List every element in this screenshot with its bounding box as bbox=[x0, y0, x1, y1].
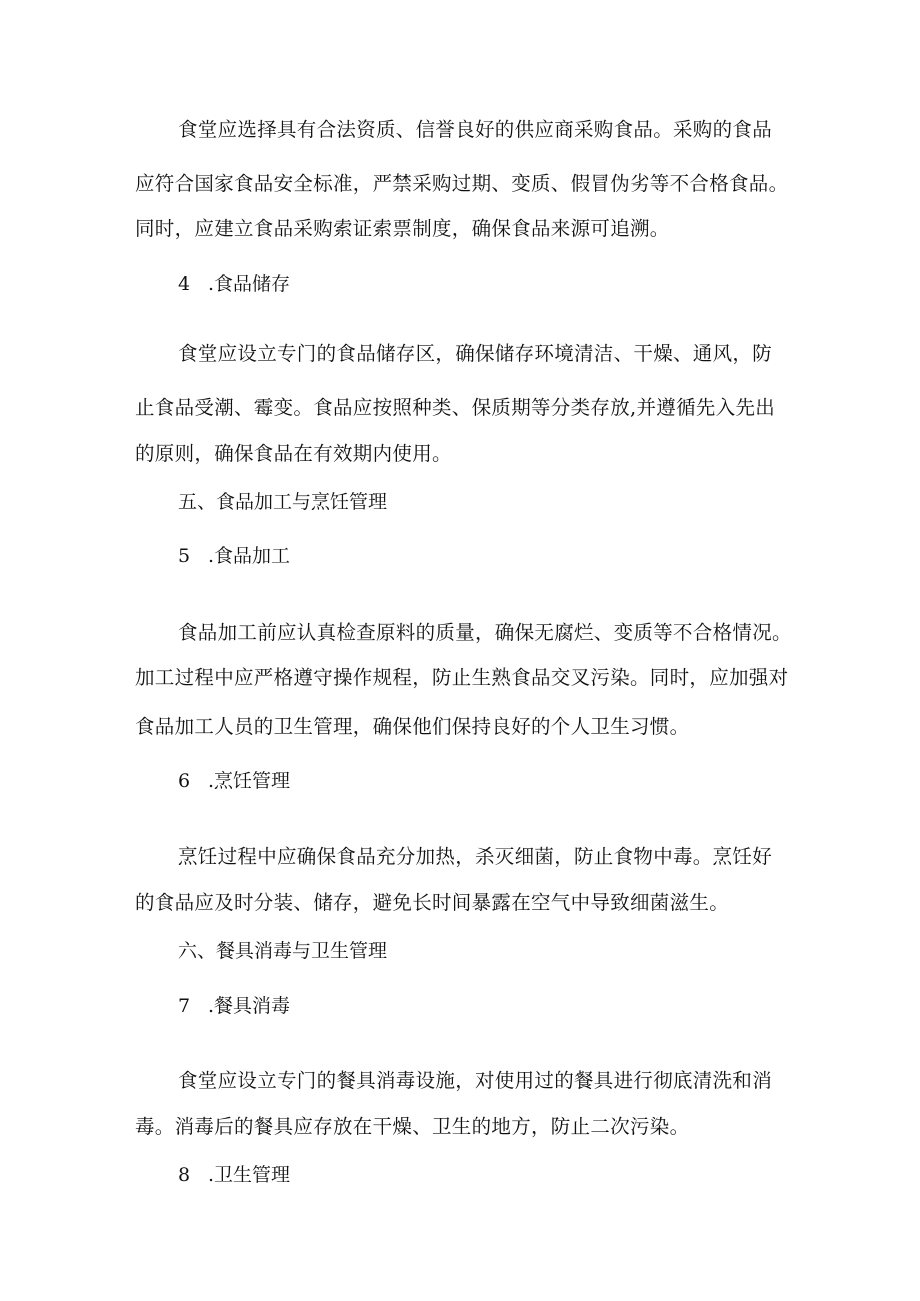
paragraph-line: 加工过程中应严格遵守操作规程，防止生熟食品交叉污染。同时，应加强对 bbox=[135, 666, 789, 689]
paragraph-line: 毒。消毒后的餐具应存放在干燥、卫生的地方，防止二次污染。 bbox=[135, 1115, 690, 1138]
subsection-heading bbox=[178, 768, 290, 794]
subsection-number: 4 bbox=[178, 273, 191, 295]
subsection-title: .食品储存 bbox=[208, 273, 291, 295]
subsection-heading bbox=[178, 543, 290, 569]
section-heading: 六、餐具消毒与卫生管理 bbox=[178, 940, 388, 962]
subsection-number: 5 bbox=[178, 545, 191, 567]
paragraph-line: 同时，应建立食品采购索证索票制度，确保食品来源可追溯。 bbox=[135, 217, 670, 240]
subsection-number: 7 bbox=[178, 995, 191, 1017]
paragraph-line: 的原则，确保食品在有效期内使用。 bbox=[135, 442, 452, 465]
paragraph-line: 烹饪过程中应确保食品充分加热，杀灭细菌，防止食物中毒。烹饪好 bbox=[178, 845, 773, 868]
subsection-title: .卫生管理 bbox=[208, 1164, 291, 1186]
subsection-title: .餐具消毒 bbox=[208, 995, 291, 1017]
subsection-heading bbox=[178, 993, 290, 1019]
paragraph-line: 食堂应设立专门的餐具消毒设施，对使用过的餐具进行彻底清洗和消 bbox=[178, 1069, 773, 1092]
paragraph-line: 食堂应设立专门的食品储存区，确保储存环境清洁、干燥、通风，防 bbox=[178, 342, 773, 365]
subsection-title: .烹饪管理 bbox=[208, 770, 291, 792]
paragraph-line: 应符合国家食品安全标准，严禁采购过期、变质、假冒伪劣等不合格食品。 bbox=[135, 172, 789, 195]
section-heading: 五、食品加工与烹饪管理 bbox=[178, 491, 388, 513]
paragraph-line: 止食品受潮、霉变。食品应按照种类、保质期等分类存放,并遵循先入先出 bbox=[135, 396, 776, 419]
subsection-number: 6 bbox=[178, 770, 191, 792]
subsection-title: .食品加工 bbox=[208, 545, 291, 567]
paragraph-line: 的食品应及时分装、储存，避免长时间暴露在空气中导致细菌滋生。 bbox=[135, 891, 730, 914]
paragraph-line: 食品加工人员的卫生管理，确保他们保持良好的个人卫生习惯。 bbox=[135, 715, 690, 738]
subsection-heading bbox=[178, 271, 290, 297]
paragraph-line: 食品加工前应认真检查原料的质量，确保无腐烂、变质等不合格情况。 bbox=[178, 621, 792, 644]
subsection-heading bbox=[178, 1162, 290, 1188]
subsection-number: 8 bbox=[178, 1164, 191, 1186]
paragraph-line: 食堂应选择具有合法资质、信誉良好的供应商采购食品。采购的食品 bbox=[178, 118, 773, 141]
